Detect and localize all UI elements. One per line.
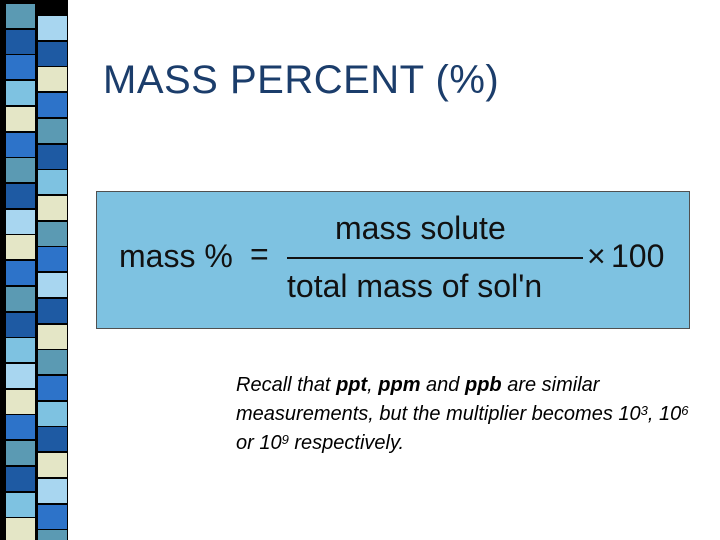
formula-numerator: mass solute (335, 210, 506, 246)
strip-block (38, 247, 67, 271)
strip-block (6, 261, 35, 285)
strip-block (38, 222, 67, 246)
strip-block (6, 518, 35, 540)
note-text: and (420, 374, 465, 396)
note-text: Recall that (236, 374, 337, 396)
strip-block (38, 325, 67, 349)
strip-block (6, 133, 35, 157)
strip-block (6, 55, 35, 79)
strip-block (38, 145, 67, 169)
formula-multiplier: 100 (611, 238, 665, 274)
note-exponent: 9 (281, 432, 289, 447)
strip-block (6, 287, 35, 311)
strip-block (38, 196, 67, 220)
strip-block (6, 107, 35, 131)
strip-block (38, 273, 67, 297)
strip-block (6, 441, 35, 465)
strip-block (38, 119, 67, 143)
strip-block (38, 530, 67, 540)
note-text: or 10 (236, 432, 282, 454)
fraction-bar (287, 257, 583, 259)
strip-block (6, 415, 35, 439)
note-text: respectively. (288, 432, 405, 454)
strip-block (38, 479, 67, 503)
note-text: are similar measurements, but the multiplier becomes 10 (236, 374, 641, 425)
strip-block (6, 235, 35, 259)
formula-lhs: mass % (119, 238, 233, 274)
strip-block (38, 350, 67, 374)
strip-block (38, 299, 67, 323)
strip-block (6, 30, 35, 54)
strip-block (38, 42, 67, 66)
strip-block (6, 210, 35, 234)
formula-box (96, 191, 690, 329)
note-exponent: 3 (640, 403, 648, 418)
strip-column-left (6, 0, 35, 540)
strip-block (6, 338, 35, 362)
slide-title: MASS PERCENT (%) (103, 58, 500, 102)
note-exponent: 6 (681, 403, 689, 418)
strip-block (6, 390, 35, 414)
strip-column-right (38, 0, 67, 540)
formula-denominator: total mass of sol'n (287, 268, 543, 304)
note-term-ppb: ppb (464, 374, 502, 396)
strip-block (6, 81, 35, 105)
formula-times-sign: × (587, 238, 606, 274)
strip-block (6, 467, 35, 491)
strip-block (38, 376, 67, 400)
note-paragraph (236, 371, 696, 458)
strip-block (6, 493, 35, 517)
strip-block (38, 427, 67, 451)
strip-block (38, 67, 67, 91)
note-text: , (367, 374, 379, 396)
strip-block (38, 402, 67, 426)
strip-block (6, 4, 35, 28)
note-text: , 10 (647, 403, 682, 425)
strip-block (38, 453, 67, 477)
strip-block (38, 16, 67, 40)
formula-equals-sign: = (250, 236, 269, 272)
note-term-ppm: ppm (378, 374, 421, 396)
strip-block (38, 93, 67, 117)
decorative-side-strip (0, 0, 68, 540)
strip-block (6, 184, 35, 208)
strip-block (6, 364, 35, 388)
strip-block (38, 505, 67, 529)
strip-block (6, 313, 35, 337)
note-term-ppt: ppt (336, 374, 368, 396)
strip-block (6, 158, 35, 182)
strip-block (38, 170, 67, 194)
